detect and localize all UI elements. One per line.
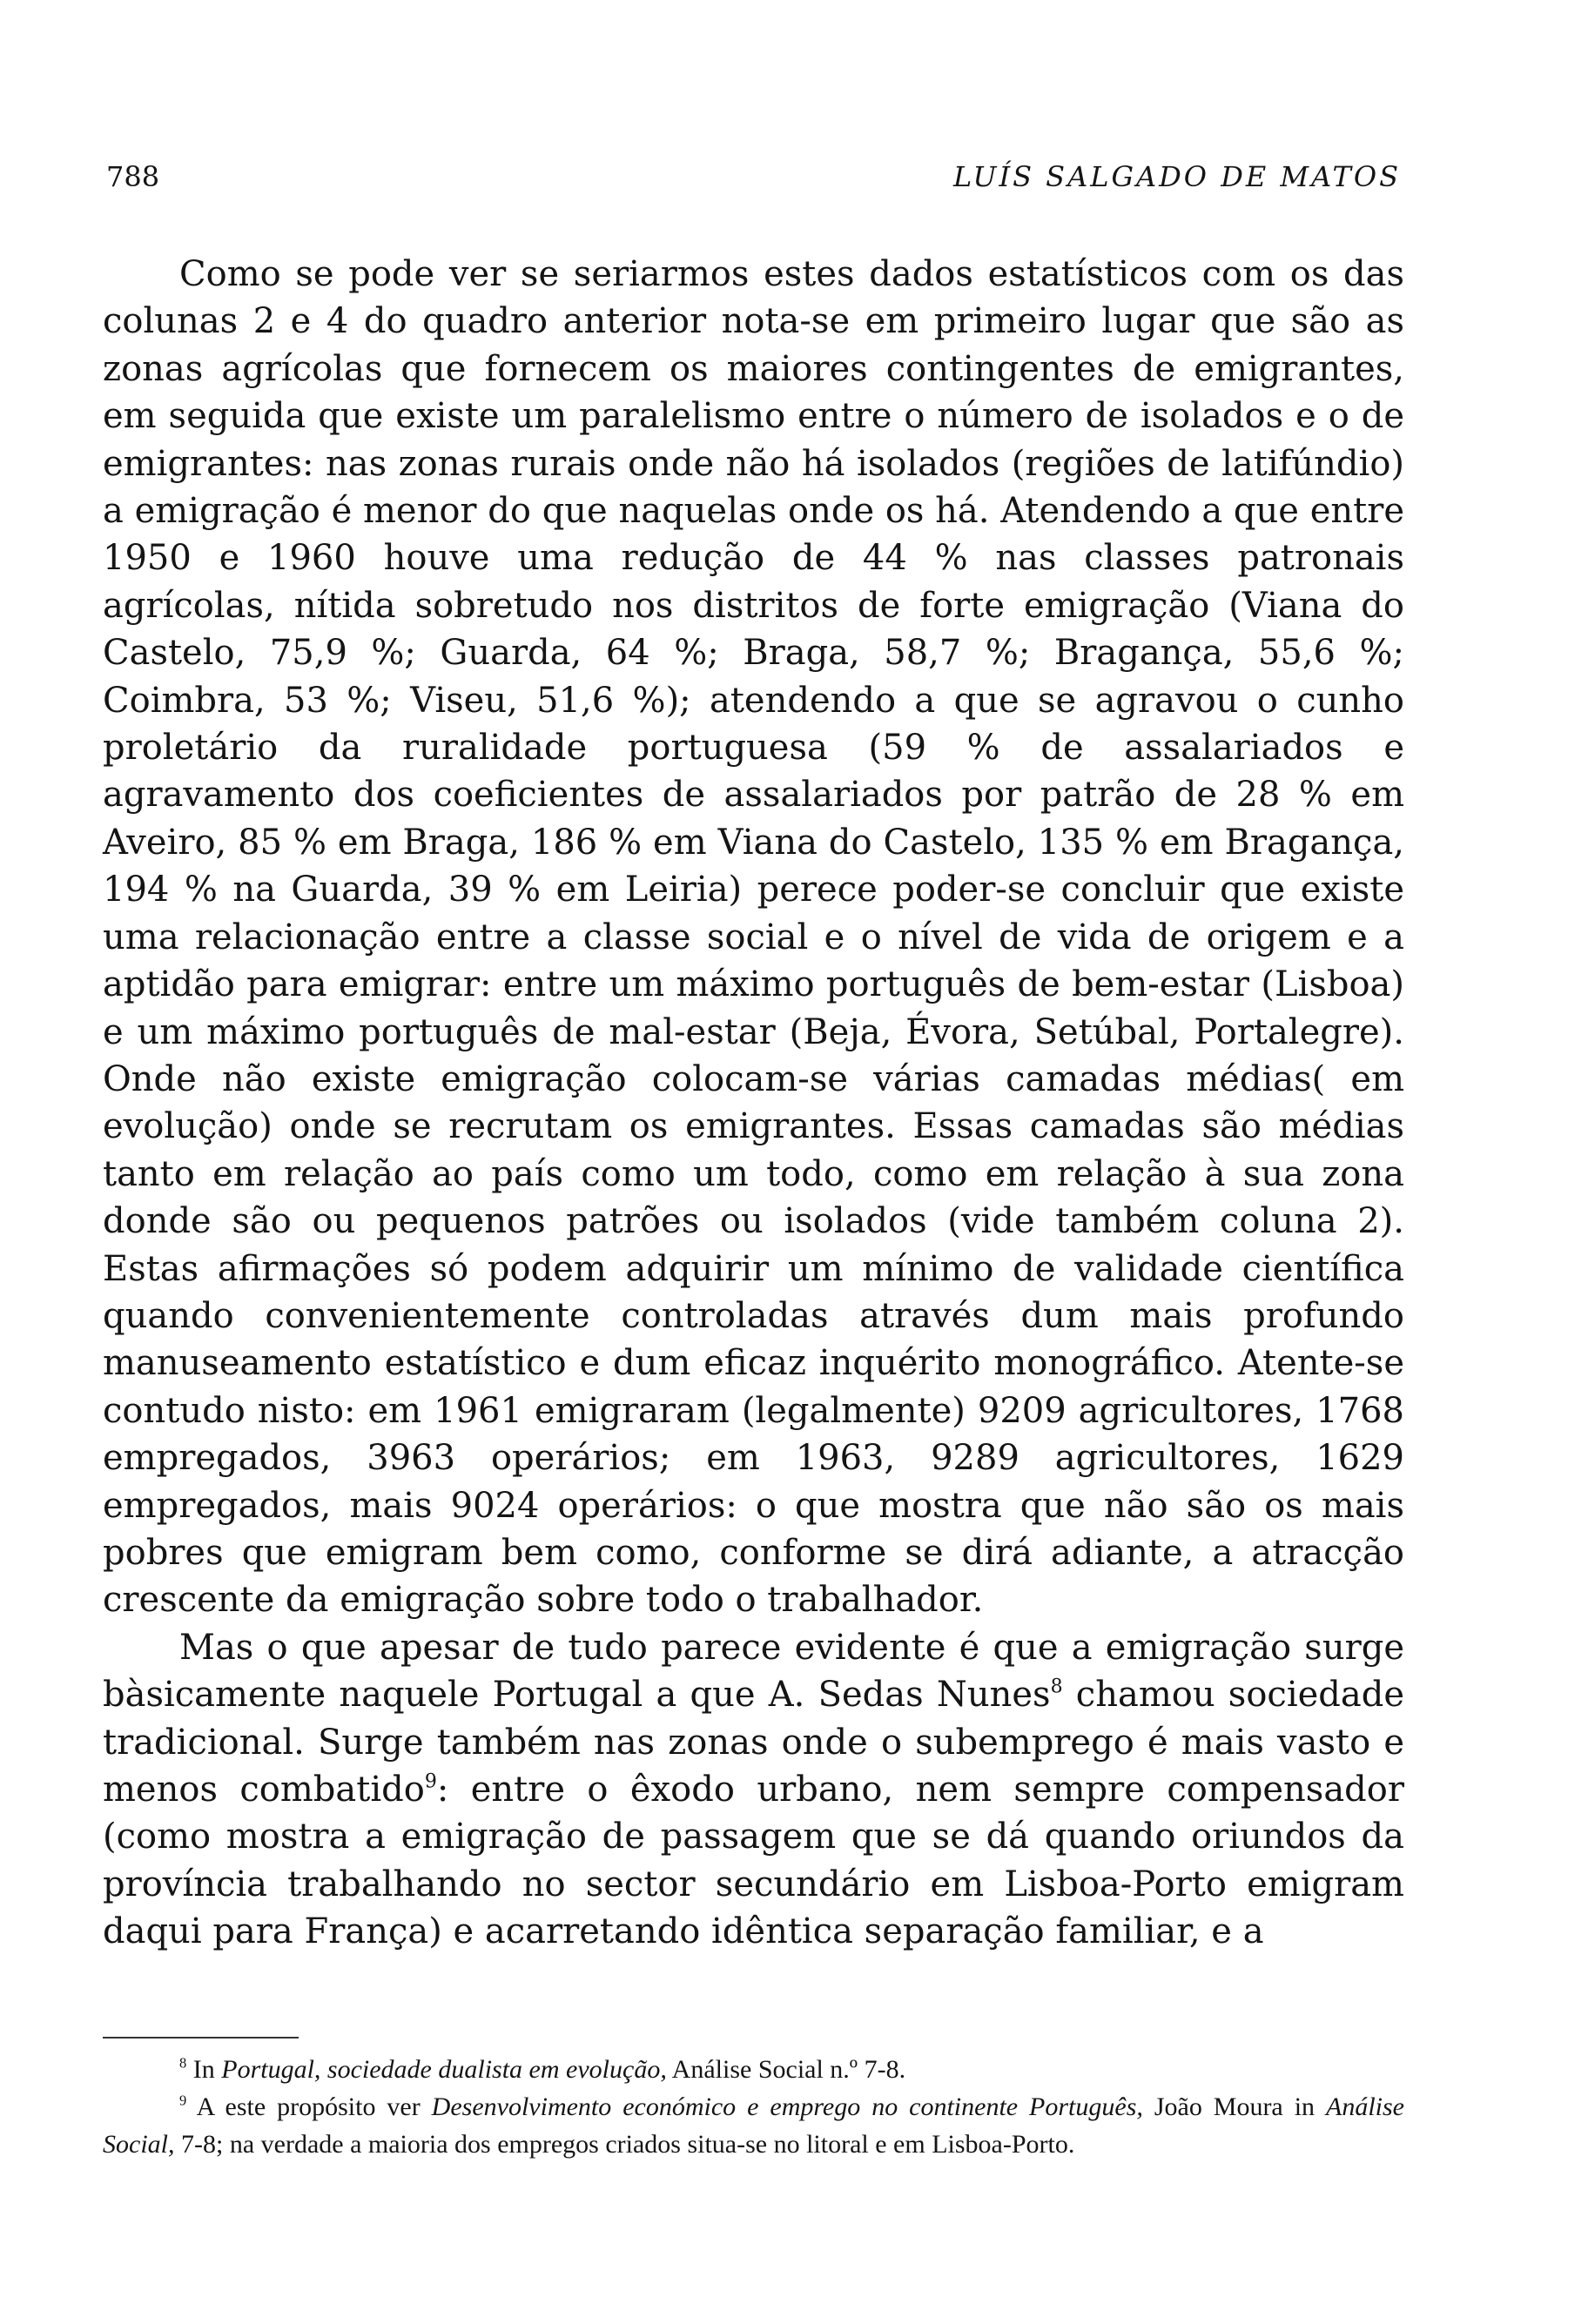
- paragraph: [103, 251, 1404, 1624]
- footnote-cited-title: Portugal, sociedade dualista em evolução,: [221, 2055, 667, 2084]
- footnote-reference[interactable]: 8: [1050, 1676, 1063, 1698]
- page-number: 788: [106, 160, 160, 193]
- footnote-cited-title: Desenvolvimento económico e emprego no continente Português,: [431, 2092, 1143, 2121]
- paragraph-text: Mas o que apesar de tudo parece evidente é que a emigração surge bàsicamente naquele Portugal a que A. Sedas Nunes: [103, 1627, 1404, 1716]
- footnote-text: Análise Social n.º 7-8.: [666, 2055, 906, 2084]
- running-head-author: LUÍS SALGADO DE MATOS: [952, 160, 1401, 193]
- footnote: [103, 2088, 1404, 2163]
- footnote-text: João Moura in: [1142, 2092, 1326, 2121]
- footnote-reference[interactable]: 9: [424, 1770, 437, 1793]
- footnote-text: 7-8; na verdade a maioria dos empregos criados situa-se no litoral e em Lisboa-Porto.: [174, 2130, 1075, 2159]
- footnote-journal: Análise Social,: [103, 2092, 1404, 2159]
- footnotes: [103, 2037, 1404, 2163]
- paragraph-text: Como se pode ver se seriarmos estes dados estatísticos com os das colunas 2 e 4 do quadro anterior nota-se em primeiro lugar que são as zonas agrícolas que fornecem os maiores contingentes de emigrantes, em seguida que existe um paralelismo entre o número de isolados e o de emigrantes: nas zonas rurais onde não há isolados (regiões de latifúndio) a emigração é menor do que naquelas onde os há. Atendendo a que entre 1950 e 1960 houve uma redução de 44 % nas classes patronais agrícolas, nítida sobretudo nos distritos de forte emigração (Viana do Castelo, 75,9 %; Guarda, 64 %; Braga, 58,7 %; Bragança, 55,6 %; Coimbra, 53 %; Viseu, 51,6 %); atendendo a que se agravou o cunho proletário da ruralidade portuguesa (59 % de assalariados e agravamento dos coeficientes de assalariados por patrão de 28 % em Aveiro, 85 % em Braga, 186 % em Viana do Castelo, 135 % em Bragança, 194 % na Guarda, 39 % em Leiria) perece poder-se concluir que existe uma relacionação entre a classe social e o nível de vida de origem e a aptidão para emigrar: entre um máximo português de bem-estar (Lisboa) e um máximo português de mal-estar (Beja, Évora, Setúbal, Portalegre). Onde não existe emigração colocam-se várias camadas médias( em evolução) onde se recrutam os emigrantes. Essas camadas são médias tanto em relação ao país como um todo, como em relação à sua zona donde são ou pequenos patrões ou isolados (vide também coluna 2). Estas afirmações só podem adquirir um mínimo de validade científica quando convenientemente controladas através dum mais profundo manuseamento estatístico e dum eficaz inquérito monográfico. Atente-se contudo nisto: em 1961 emigraram (legalmente) 9209 agricultores, 1768 empregados, 3963 operários; em 1963, 9289 agricultores, 1629 empregados, mais 9024 operários: o que mostra que não são os mais pobres que emigram bem como, conforme se dirá adiante, a atracção crescente da emigração sobre todo o trabalhador.: [103, 254, 1404, 1621]
- main-text: [103, 251, 1404, 1956]
- paragraph-text: chamou sociedade tradicional. Surge também nas zonas onde o subemprego é mais vasto e menos combatido: [103, 1675, 1405, 1810]
- footnote-text: In: [192, 2055, 222, 2084]
- paragraph-text: : entre o êxodo urbano, nem sempre compensador (como mostra a emigração de passagem que se dá quando oriundos da província trabalhando no sector secundário em Lisboa-Porto emigram daqui para França) e acarretando idêntica separação familiar, e a: [103, 1770, 1404, 1952]
- footnote: [103, 2051, 1404, 2088]
- footnote-marker: 9: [179, 2092, 187, 2109]
- footnote-divider: [103, 2037, 299, 2039]
- footnote-text: A este propósito ver: [196, 2092, 432, 2121]
- paragraph: [103, 1624, 1404, 1956]
- running-header: [106, 155, 1401, 198]
- footnote-marker: 8: [179, 2054, 187, 2072]
